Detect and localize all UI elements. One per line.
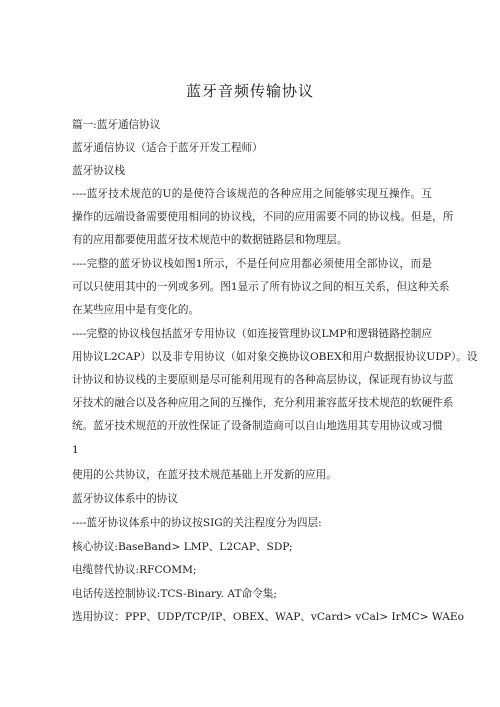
document-title: 蓝牙音频传输协议 — [185, 82, 314, 100]
text-line: 在某些应用中是有变化的。 — [72, 304, 200, 316]
text-line: 选用协议：PPP、UDP/TCP/IP、OBEX、WAP、vCard> vCal> IrMC> WAEo — [72, 611, 465, 623]
text-line: 电话传送控制协议:TCS-Binary. AT命令集; — [72, 588, 277, 600]
text-line: 操作的远端设备需要使用相同的协议栈，不同的应用需要不同的协议栈。但是，所 — [72, 211, 454, 223]
text-line: 电缆替代协议:RFCOMM; — [72, 564, 197, 576]
text-line: ----完整的蓝牙协议栈如图1所示，不是任何应用都必须使用全部协议，而是 — [72, 258, 432, 270]
text-line: 计协议和协议栈的主要原则是尽可能利用现有的各种高层协议，保证现有协议与蓝 — [72, 374, 454, 386]
text-line: ----完整的协议栈包括蓝牙专用协议（如连接管理协议LMP和逻辑链路控制应 — [72, 328, 432, 340]
text-line: 牙技术的融合以及各种应用之间的互操作，充分利用兼容蓝牙技术规范的软硬件系 — [72, 397, 454, 409]
text-line: 蓝牙协议体系中的协议 — [72, 493, 178, 505]
text-line: 使用的公共协议，在蓝牙技术规范基础上开发新的应用。 — [72, 469, 337, 481]
text-line: 统。蓝牙技术规范的开放性保证了设备制造商可以自山地选用其专用协议或习惯 — [72, 420, 443, 432]
text-line: 蓝牙通信协议（适合于蓝牙开发工程师） — [72, 142, 263, 154]
text-line: ----蓝牙技术规范的U的是使符合该规范的各种应用之间能够实现互操作。互 — [72, 188, 432, 200]
text-line: 用协议L2CAP）以及非专用协议（如对象交换协议OBEX和用户数据报协议UDP）。设 — [72, 351, 478, 363]
text-line: 核心协议:BaseBand> LMP、L2CAP、SDP; — [72, 541, 293, 553]
text-line: 蓝牙协议栈 — [72, 165, 125, 177]
text-line: 篇一:蓝牙通信协议 — [72, 119, 161, 131]
text-line: 有的应用都要使用蓝牙技术规范中的数据链路层和物理层。 — [72, 234, 348, 246]
text-line: 1 — [72, 444, 79, 456]
text-line: 可以只使用其中的一列或多列。图1显示了所有协议之间的相互关系，但这种关系 — [72, 281, 450, 293]
text-line: ----蓝牙协议体系中的协议按SIG的关注程度分为四层: — [72, 517, 322, 529]
